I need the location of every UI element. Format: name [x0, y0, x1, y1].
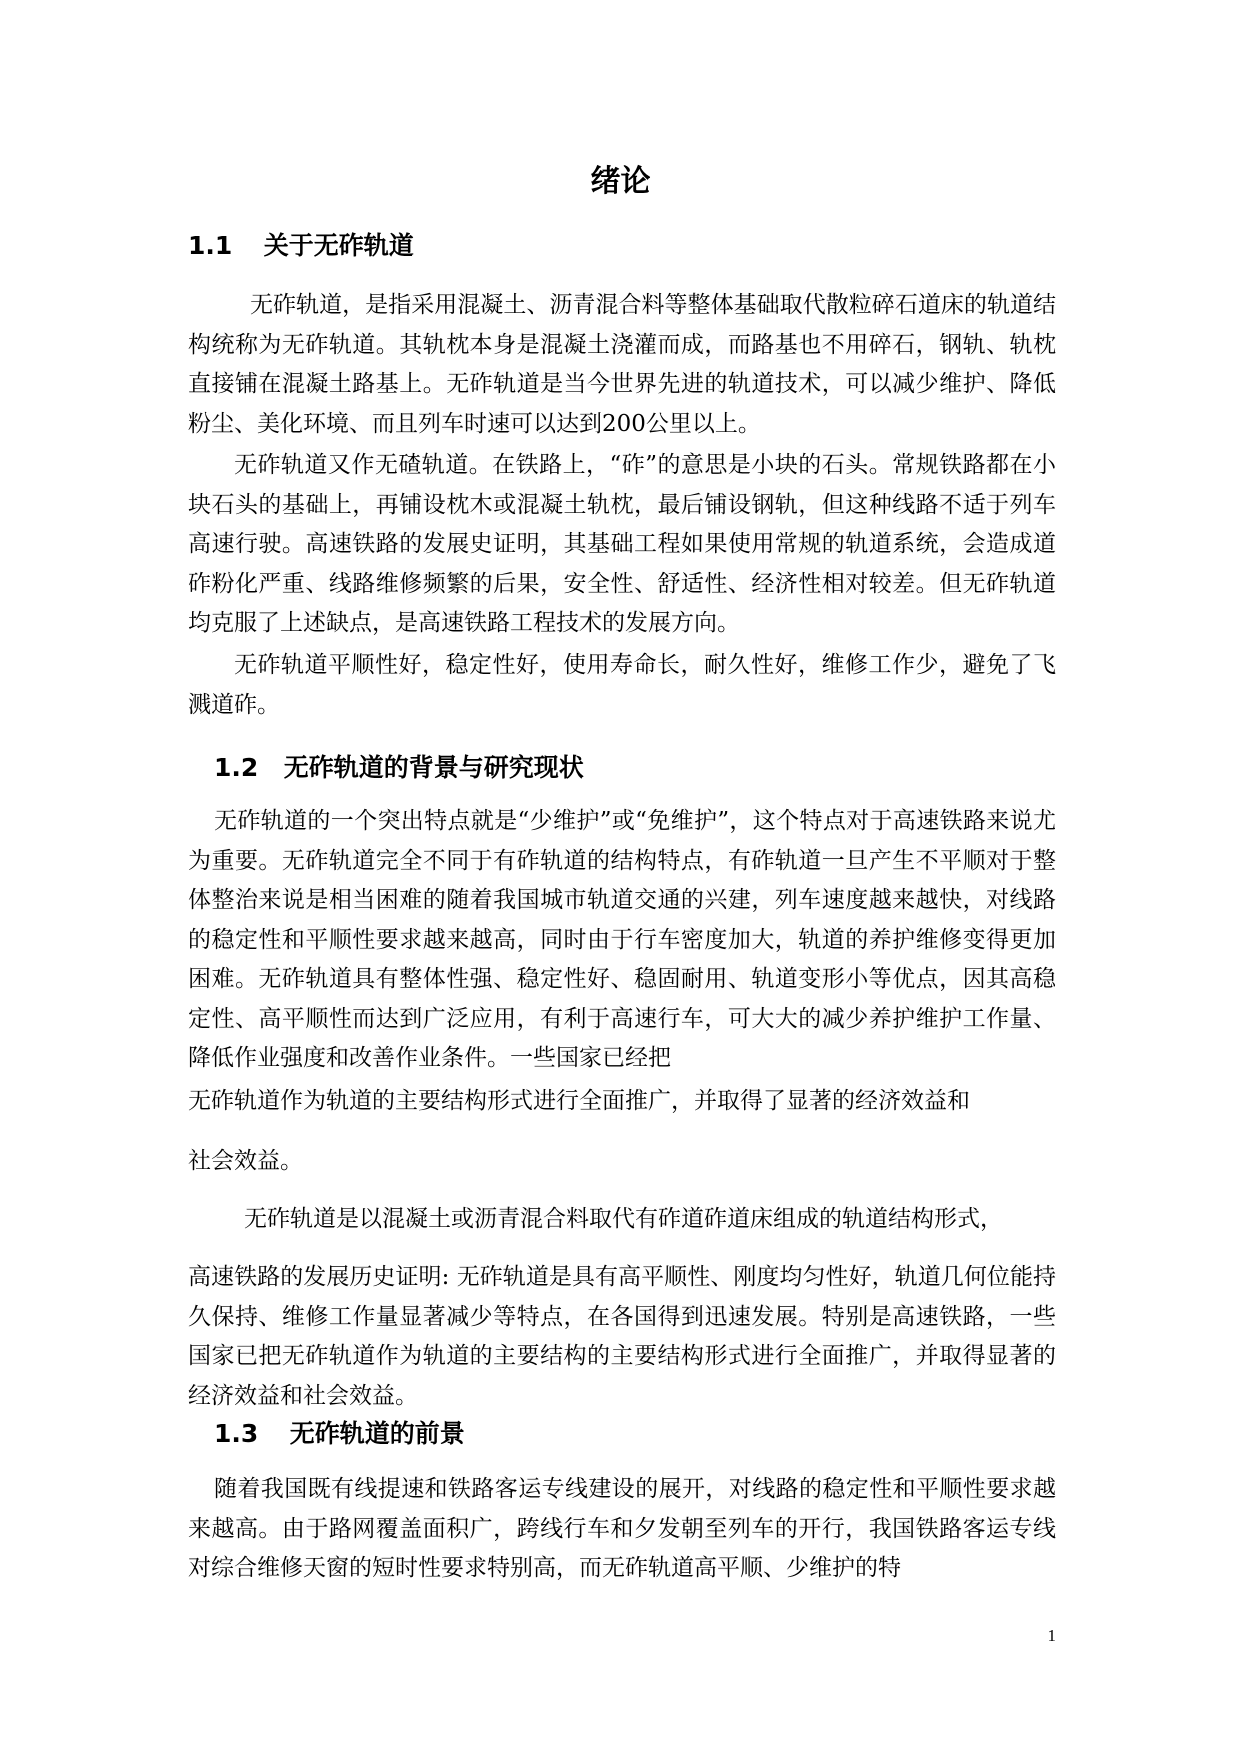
section-number: 1.1	[188, 231, 233, 260]
paragraph: 随着我国既有线提速和铁路客运专线建设的展开，对线路的稳定性和平顺性要求越来越高。由于路网覆盖面积广，跨线行车和夕发朝至列车的开行，我国铁路客运专线对综合维修天窗的短时性要求特别高，而无砟轨道高平顺、少维护的特	[188, 1476, 1056, 1581]
section-title: 无砟轨道的前景	[289, 1419, 465, 1448]
page-number: 1	[1047, 1626, 1056, 1645]
document-title: 绪论	[590, 164, 651, 199]
section-heading-1-1	[188, 228, 414, 264]
paragraph: 无砟轨道，是指采用混凝土、沥青混合料等整体基础取代散粒碎石道床的轨道结构统称为无砟轨道。其轨枕本身是混凝土浇灌而成，而路基也不用碎石，钢轨、轨枕直接铺在混凝土路基上。无砟轨道是当今世界先进的轨道技术，可以减少维护、降低粉尘、美化环境、而且列车时速可以达到200公里以上。	[188, 292, 1056, 437]
paragraph: 无砟轨道又作无碴轨道。在铁路上，“砟”的意思是小块的石头。常规铁路都在小块石头的基础上，再铺设枕木或混凝土轨枕，最后铺设钢轨，但这种线路不适于列车高速行驶。高速铁路的发展史证明，其基础工程如果使用常规的轨道系统，会造成道砟粉化严重、线路维修频繁的后果，安全性、舒适性、经济性相对较差。但无砟轨道均克服了上述缺点，是高速铁路工程技术的发展方向。	[188, 452, 1056, 636]
paragraph: 无砟轨道是以混凝土或沥青混合料取代有砟道砟道床组成的轨道结构形式，	[244, 1206, 1003, 1232]
section-number: 1.2	[214, 753, 259, 782]
paragraph: 社会效益。	[188, 1148, 303, 1174]
paragraph: 无砟轨道作为轨道的主要结构形式进行全面推广，并取得了显著的经济效益和	[188, 1088, 970, 1114]
section-heading-1-3	[214, 1416, 465, 1452]
paragraph: 无砟轨道平顺性好，稳定性好，使用寿命长，耐久性好，维修工作少，避免了飞溅道砟。	[188, 652, 1056, 718]
section-title: 关于无砟轨道	[263, 231, 414, 260]
section-number: 1.3	[214, 1419, 259, 1448]
paragraph: 无砟轨道的一个突出特点就是“少维护”或“免维护”，这个特点对于高速铁路来说尤为重要。无砟轨道完全不同于有砟轨道的结构特点，有砟轨道一旦产生不平顺对于整体整治来说是相当困难的随着我国城市轨道交通的兴建，列车速度越来越快，对线路的稳定性和平顺性要求越来越高，同时由于行车密度加大，轨道的养护维修变得更加困难。无砟轨道具有整体性强、稳定性好、稳固耐用、轨道变形小等优点，因其高稳定性、高平顺性而达到广泛应用，有利于高速行车，可大大的减少养护维护工作量、降低作业强度和改善作业条件。一些国家已经把	[188, 808, 1056, 1071]
section-heading-1-2	[214, 750, 584, 786]
paragraph: 高速铁路的发展历史证明: 无砟轨道是具有高平顺性、刚度均匀性好，轨道几何位能持久保持、维修工作量显著减少等特点，在各国得到迅速发展。特别是高速铁路，一些国家已把无砟轨道作为轨道的主要结构的主要结构形式进行全面推广，并取得显著的经济效益和社会效益。	[188, 1264, 1056, 1409]
section-title: 无砟轨道的背景与研究现状	[283, 753, 584, 782]
